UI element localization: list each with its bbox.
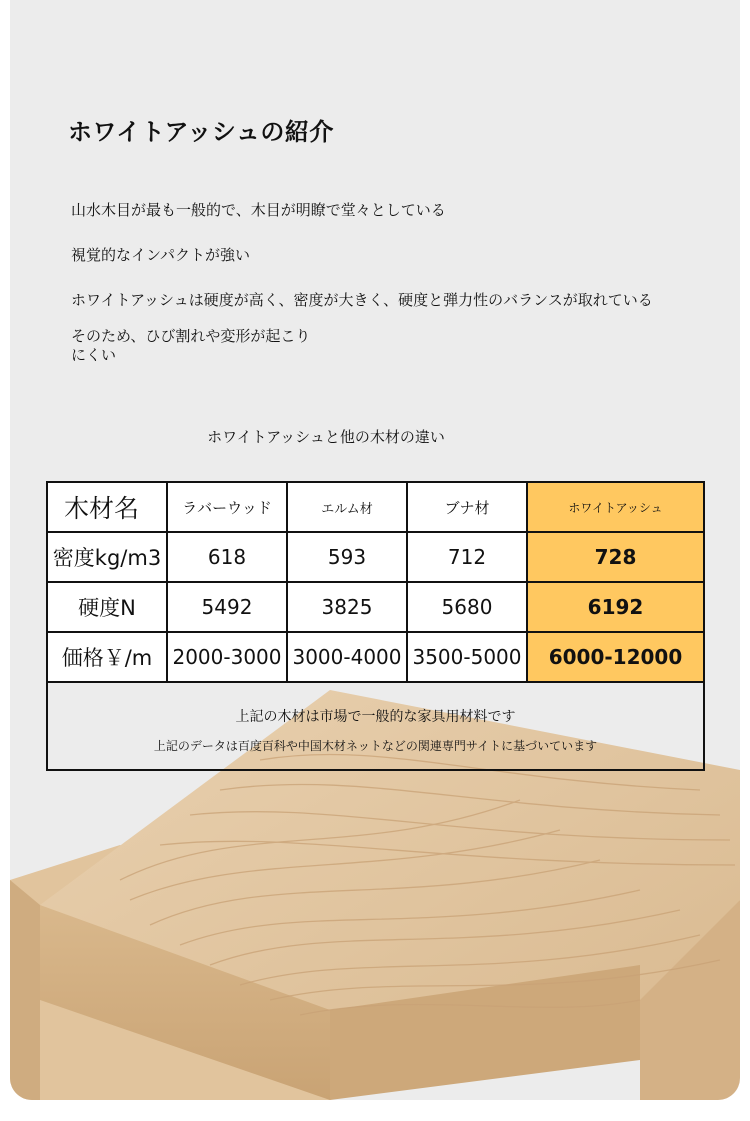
table-header-row [48,483,703,533]
table-note-line-1: 上記の木材は市場で一般的な家具用材料です [235,709,516,725]
intro-paragraph-4: そのため、ひび割れや変形が起こりにくい [71,327,311,364]
table-cell: 3000-4000 [288,633,408,683]
comparison-table [46,481,705,771]
intro-paragraph-1: 山水木目が最も一般的で、木目が明瞭で堂々としている [71,201,446,219]
table-note-line-2: 上記のデータは百度百科や中国木材ネットなどの関連専門サイトに基づいています [153,739,598,753]
table-cell: 2000-3000 [168,633,288,683]
table-header-cell: ブナ材 [408,483,528,533]
table-note [48,683,703,769]
table-cell: 3825 [288,583,408,633]
table-row [48,533,703,583]
table-row [48,633,703,683]
table-row-label: 価格￥/m [48,633,168,683]
table-cell: 593 [288,533,408,583]
table-cell: 618 [168,533,288,583]
table-row-label: 密度kg/m3 [48,533,168,583]
table-cell: 3500-5000 [408,633,528,683]
table-row [48,583,703,633]
table-header-cell: 木材名 [48,483,168,533]
section-title: ホワイトアッシュの紹介 [68,118,334,146]
table-header-cell-highlight: ホワイトアッシュ [528,483,703,533]
intro-paragraph-3: ホワイトアッシュは硬度が高く、密度が大きく、硬度と弾力性のバランスが取れている [71,291,653,309]
comparison-caption: ホワイトアッシュと他の木材の違い [207,428,445,446]
intro-paragraph-2: 視覚的なインパクトが強い [71,246,250,264]
table-cell: 712 [408,533,528,583]
table-row-label: 硬度N [48,583,168,633]
table-cell: 5492 [168,583,288,633]
table-cell: 5680 [408,583,528,633]
table-cell-highlight: 6192 [528,583,703,633]
table-cell-highlight: 728 [528,533,703,583]
table-header-cell: ラバーウッド [168,483,288,533]
table-header-cell: エルム材 [288,483,408,533]
table-cell-highlight: 6000-12000 [528,633,703,683]
